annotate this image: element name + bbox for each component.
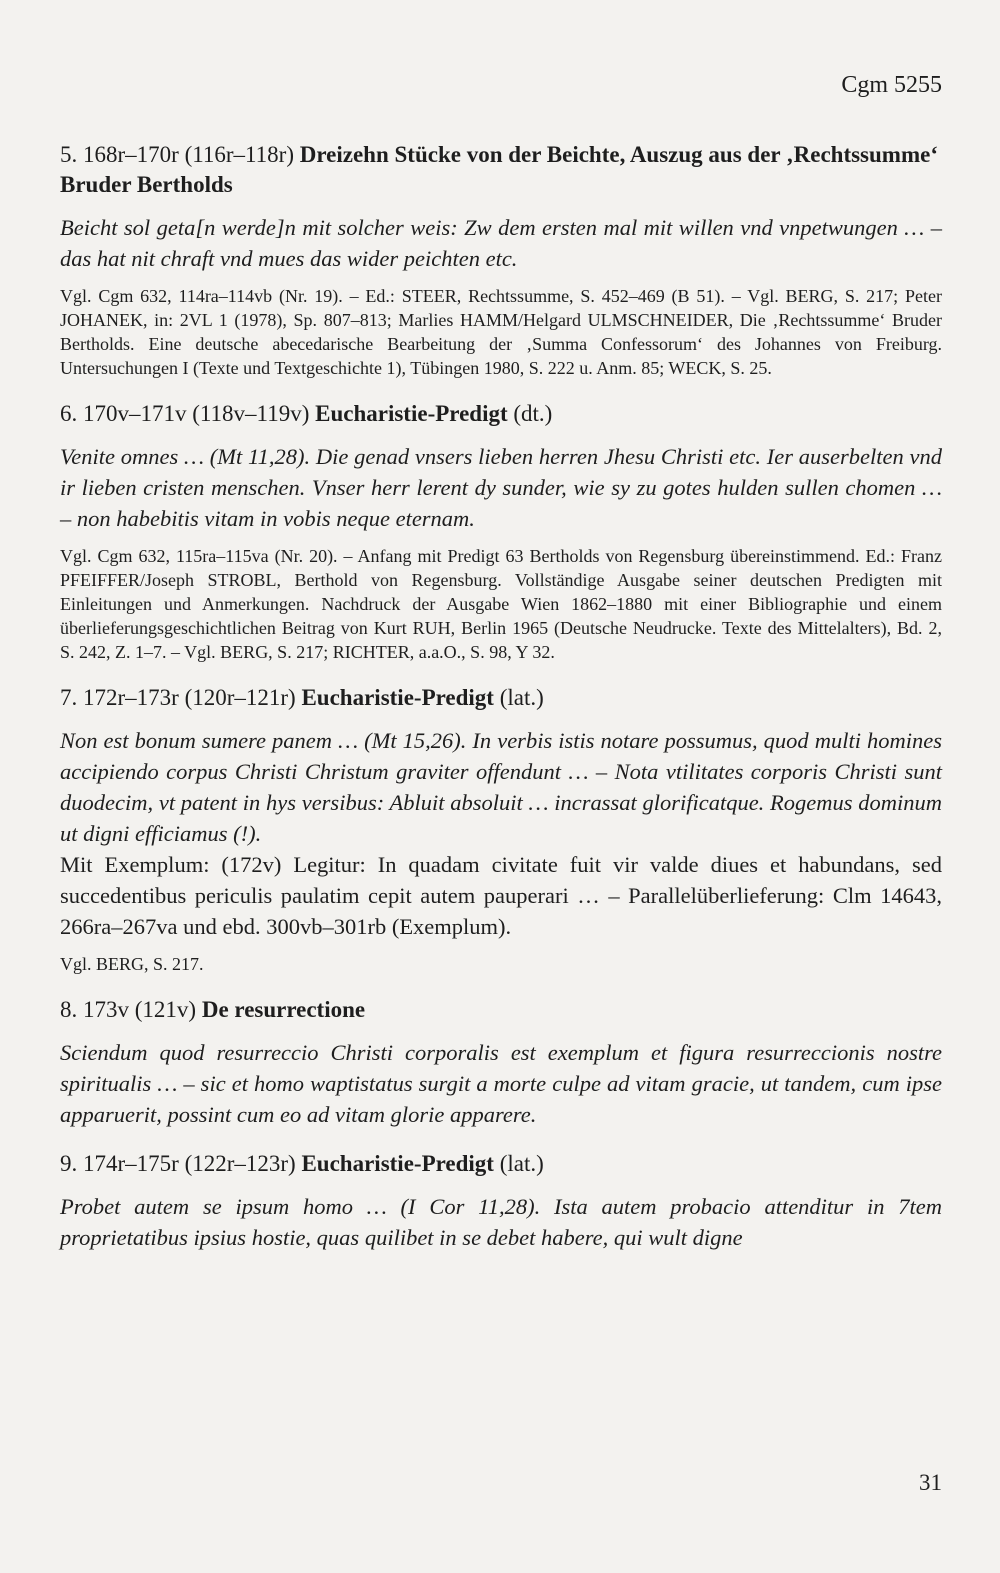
entry-title: Dreizehn Stücke von der Beichte, Auszug aus der ‚Rechtssumme‘ Bruder Bertholds bbox=[60, 142, 938, 197]
entry-incipit: Probet autem se ipsum homo … (I Cor 11,28). Ista autem probacio attenditur in 7tem proprietatibus ipsius hostie, quas quilibet in se debet habere, qui wult digne bbox=[60, 1194, 942, 1250]
catalog-entry-6 bbox=[60, 399, 942, 664]
entry-language: (dt.) bbox=[513, 401, 553, 426]
entry-folio: 7. 172r–173r (120r–121r) bbox=[60, 685, 296, 710]
entry-reference: Vgl. BERG, S. 217. bbox=[60, 954, 204, 974]
catalog-entry-7 bbox=[60, 683, 942, 976]
entry-language: (lat.) bbox=[499, 685, 544, 710]
page-number: 31 bbox=[919, 1470, 942, 1495]
entry-incipit: Beicht sol geta[n werde]n mit solcher weis: Zw dem ersten mal mit willen vnd vnpetwungen … – das hat nit chraft vnd mues das wider peichten etc. bbox=[60, 215, 942, 271]
entry-reference: Vgl. Cgm 632, 115ra–115va (Nr. 20). – Anfang mit Predigt 63 Bertholds von Regensburg übereinstimmend. Ed.: Franz PFEIFFER/Joseph STROBL, Berthold von Regensburg. Vollständige Ausgabe seiner deutschen Predigten mit Einleitungen und Anmerkungen. Nachdruck der Ausgabe Wien 1862–1880 mit einer Bibliographie und einem überlieferungsgeschichtlichen Beitrag von Kurt RUH, Berlin 1965 (Deutsche Neudrucke. Texte des Mittelalters), Bd. 2, S. 242, Z. 1–7. – Vgl. BERG, S. 217; RICHTER, a.a.O., S. 98, Y 32. bbox=[60, 546, 942, 662]
entry-incipit: Sciendum quod resurreccio Christi corporalis est exemplum et figura resurreccionis nostre spiritualis … – sic et homo waptistatus surgit a morte culpe ad vitam gracie, ut tandem, cum ipse apparuerit, possint cum eo ad vitam glorie apparere. bbox=[60, 1040, 942, 1127]
entry-heading bbox=[60, 1149, 942, 1179]
entry-title: Eucharistie-Predigt bbox=[301, 1151, 494, 1176]
entry-folio: 8. 173v (121v) bbox=[60, 997, 197, 1022]
catalog-entry-8 bbox=[60, 995, 942, 1130]
entry-exemplum: Mit Exemplum: (172v) Legitur: In quadam civitate fuit vir valde diues et habundans, sed succedentibus periculis paulatim cepit autem pauperari … – Parallelüberlieferung: Clm 14643, 266ra–267va und ebd. 300vb–301rb (Exemplum). bbox=[60, 852, 942, 939]
entry-heading bbox=[60, 399, 942, 429]
entry-incipit: Venite omnes … (Mt 11,28). Die genad vnsers lieben herren Jhesu Christi etc. Ier auserbelten vnd ir lieben cristen menschen. Vnser herr lerent dy sunder, wie sy zu gotes hulden sullen chomen … – non habebitis vitam in vobis neque eternam. bbox=[60, 444, 942, 531]
catalog-entry-9 bbox=[60, 1149, 942, 1253]
entry-folio: 9. 174r–175r (122r–123r) bbox=[60, 1151, 296, 1176]
entry-reference: Vgl. Cgm 632, 114ra–114vb (Nr. 19). – Ed.: STEER, Rechtssumme, S. 452–469 (B 51). – Vgl. BERG, S. 217; Peter JOHANEK, in: 2VL 1 (1978), Sp. 807–813; Marlies HAMM/Helgard ULMSCHNEIDER, Die ‚Rechtssumme‘ Bruder Bertholds. Eine deutsche abecedarische Bearbeitung der ‚Summa Confessorum‘ des Johannes von Freiburg. Untersuchungen I (Texte und Textgeschichte 1), Tübingen 1980, S. 222 u. Anm. 85; WECK, S. 25. bbox=[60, 286, 942, 378]
entry-heading bbox=[60, 140, 942, 200]
catalog-entry-5 bbox=[60, 140, 942, 380]
running-header: Cgm 5255 bbox=[841, 72, 942, 98]
catalog-entries bbox=[60, 140, 942, 1272]
entry-title: Eucharistie-Predigt bbox=[315, 401, 508, 426]
entry-folio: 5. 168r–170r (116r–118r) bbox=[60, 142, 294, 167]
entry-title: Eucharistie-Predigt bbox=[301, 685, 494, 710]
entry-title: De resurrectione bbox=[201, 997, 366, 1022]
entry-language: (lat.) bbox=[499, 1151, 544, 1176]
entry-heading bbox=[60, 995, 942, 1025]
entry-folio: 6. 170v–171v (118v–119v) bbox=[60, 401, 310, 426]
entry-heading bbox=[60, 683, 942, 713]
entry-incipit: Non est bonum sumere panem … (Mt 15,26). In verbis istis notare possumus, quod multi homines accipiendo corpus Christi Christum graviter offendunt … – Nota vtilitates corporis Christi sunt duodecim, vt patent in hys versibus: Abluit absoluit … incrassat glorificatque. Rogemus dominum ut digni efficiamus (!). bbox=[60, 728, 942, 846]
